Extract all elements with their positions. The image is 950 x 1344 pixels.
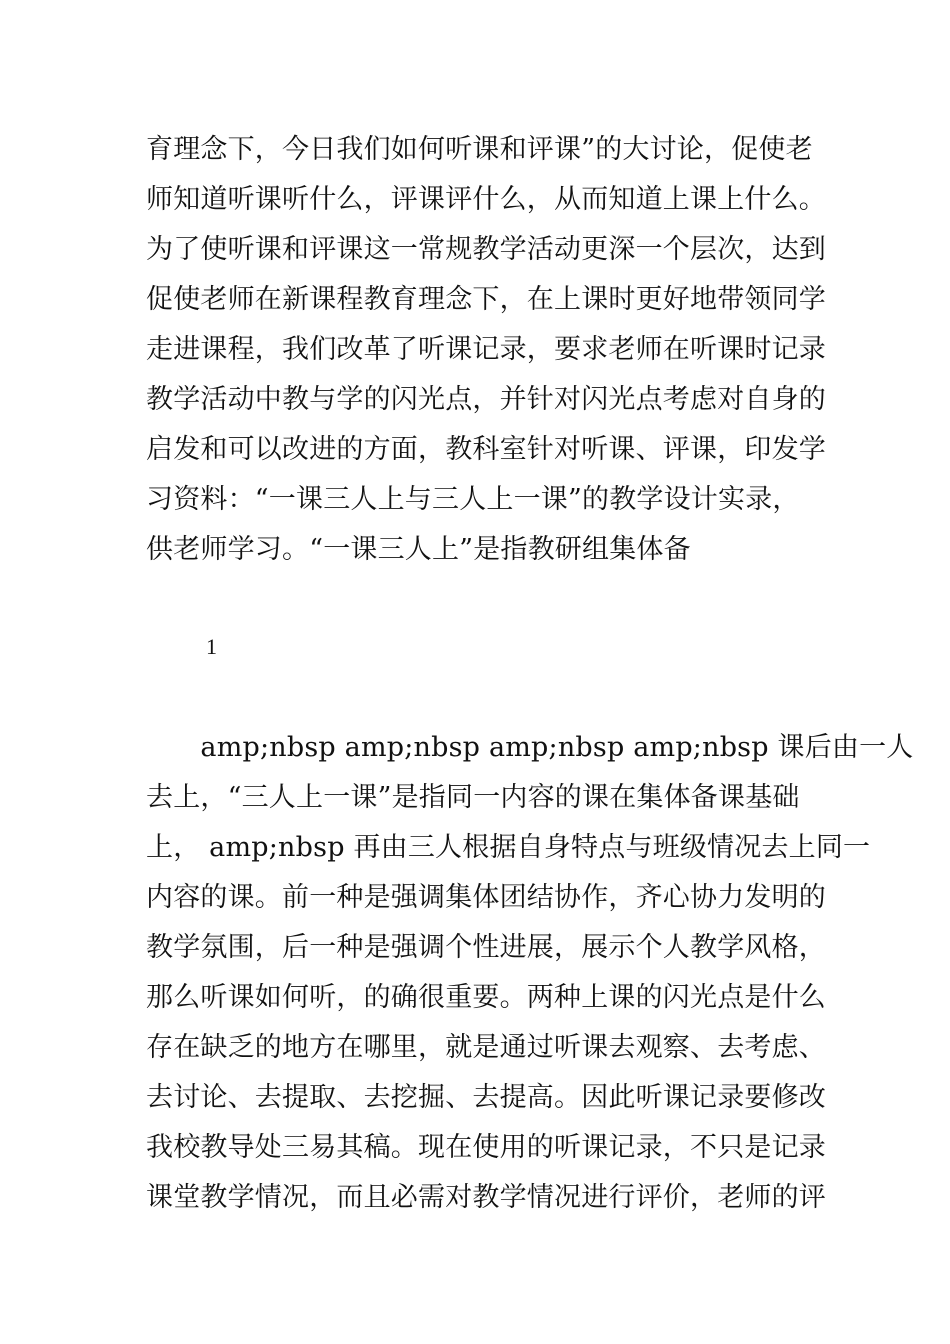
text-line: amp;nbsp amp;nbsp amp;nbsp amp;nbsp 课后由一人 (146, 732, 914, 763)
text-line: 走进课程，我们改革了听课记录，要求老师在听课时记录 (146, 334, 826, 365)
text-line: 我校教导处三易其稿。现在使用的听课记录，不只是记录 (146, 1132, 826, 1163)
text-line: 教学氛围，后一种是强调个性进展，展示个人教学风格， (146, 932, 826, 963)
text-line: 供老师学习。“一课三人上”是指教研组集体备 (146, 534, 691, 565)
text-line: 内容的课。前一种是强调集体团结协作，齐心协力发明的 (146, 882, 826, 913)
page-number: 1 (206, 634, 217, 659)
text-line: 育理念下，今日我们如何听课和评课”的大讨论，促使老 (146, 134, 813, 165)
text-line: 师知道听课听什么，评课评什么，从而知道上课上什么。 (146, 184, 826, 215)
text-line: 去上，“三人上一课”是指同一内容的课在集体备课基础 (146, 782, 800, 813)
text-line: 习资料：“一课三人上与三人上一课”的教学设计实录， (146, 484, 800, 515)
text-line: 启发和可以改进的方面，教科室针对听课、评课，印发学 (146, 434, 826, 465)
text-line: 促使老师在新课程教育理念下，在上课时更好地带领同学 (146, 284, 826, 315)
text-line: 为了使听课和评课这一常规教学活动更深一个层次，达到 (146, 234, 826, 265)
text-line: 那么听课如何听，的确很重要。两种上课的闪光点是什么 (146, 982, 826, 1013)
text-line: 教学活动中教与学的闪光点，并针对闪光点考虑对自身的 (146, 384, 826, 415)
text-line: 上， amp;nbsp 再由三人根据自身特点与班级情况去上同一 (146, 832, 871, 863)
text-line: 课堂教学情况，而且必需对教学情况进行评价，老师的评 (146, 1182, 826, 1213)
text-line: 存在缺乏的地方在哪里，就是通过听课去观察、去考虑、 (146, 1032, 826, 1063)
text-line: 去讨论、去提取、去挖掘、去提高。因此听课记录要修改 (146, 1082, 826, 1113)
